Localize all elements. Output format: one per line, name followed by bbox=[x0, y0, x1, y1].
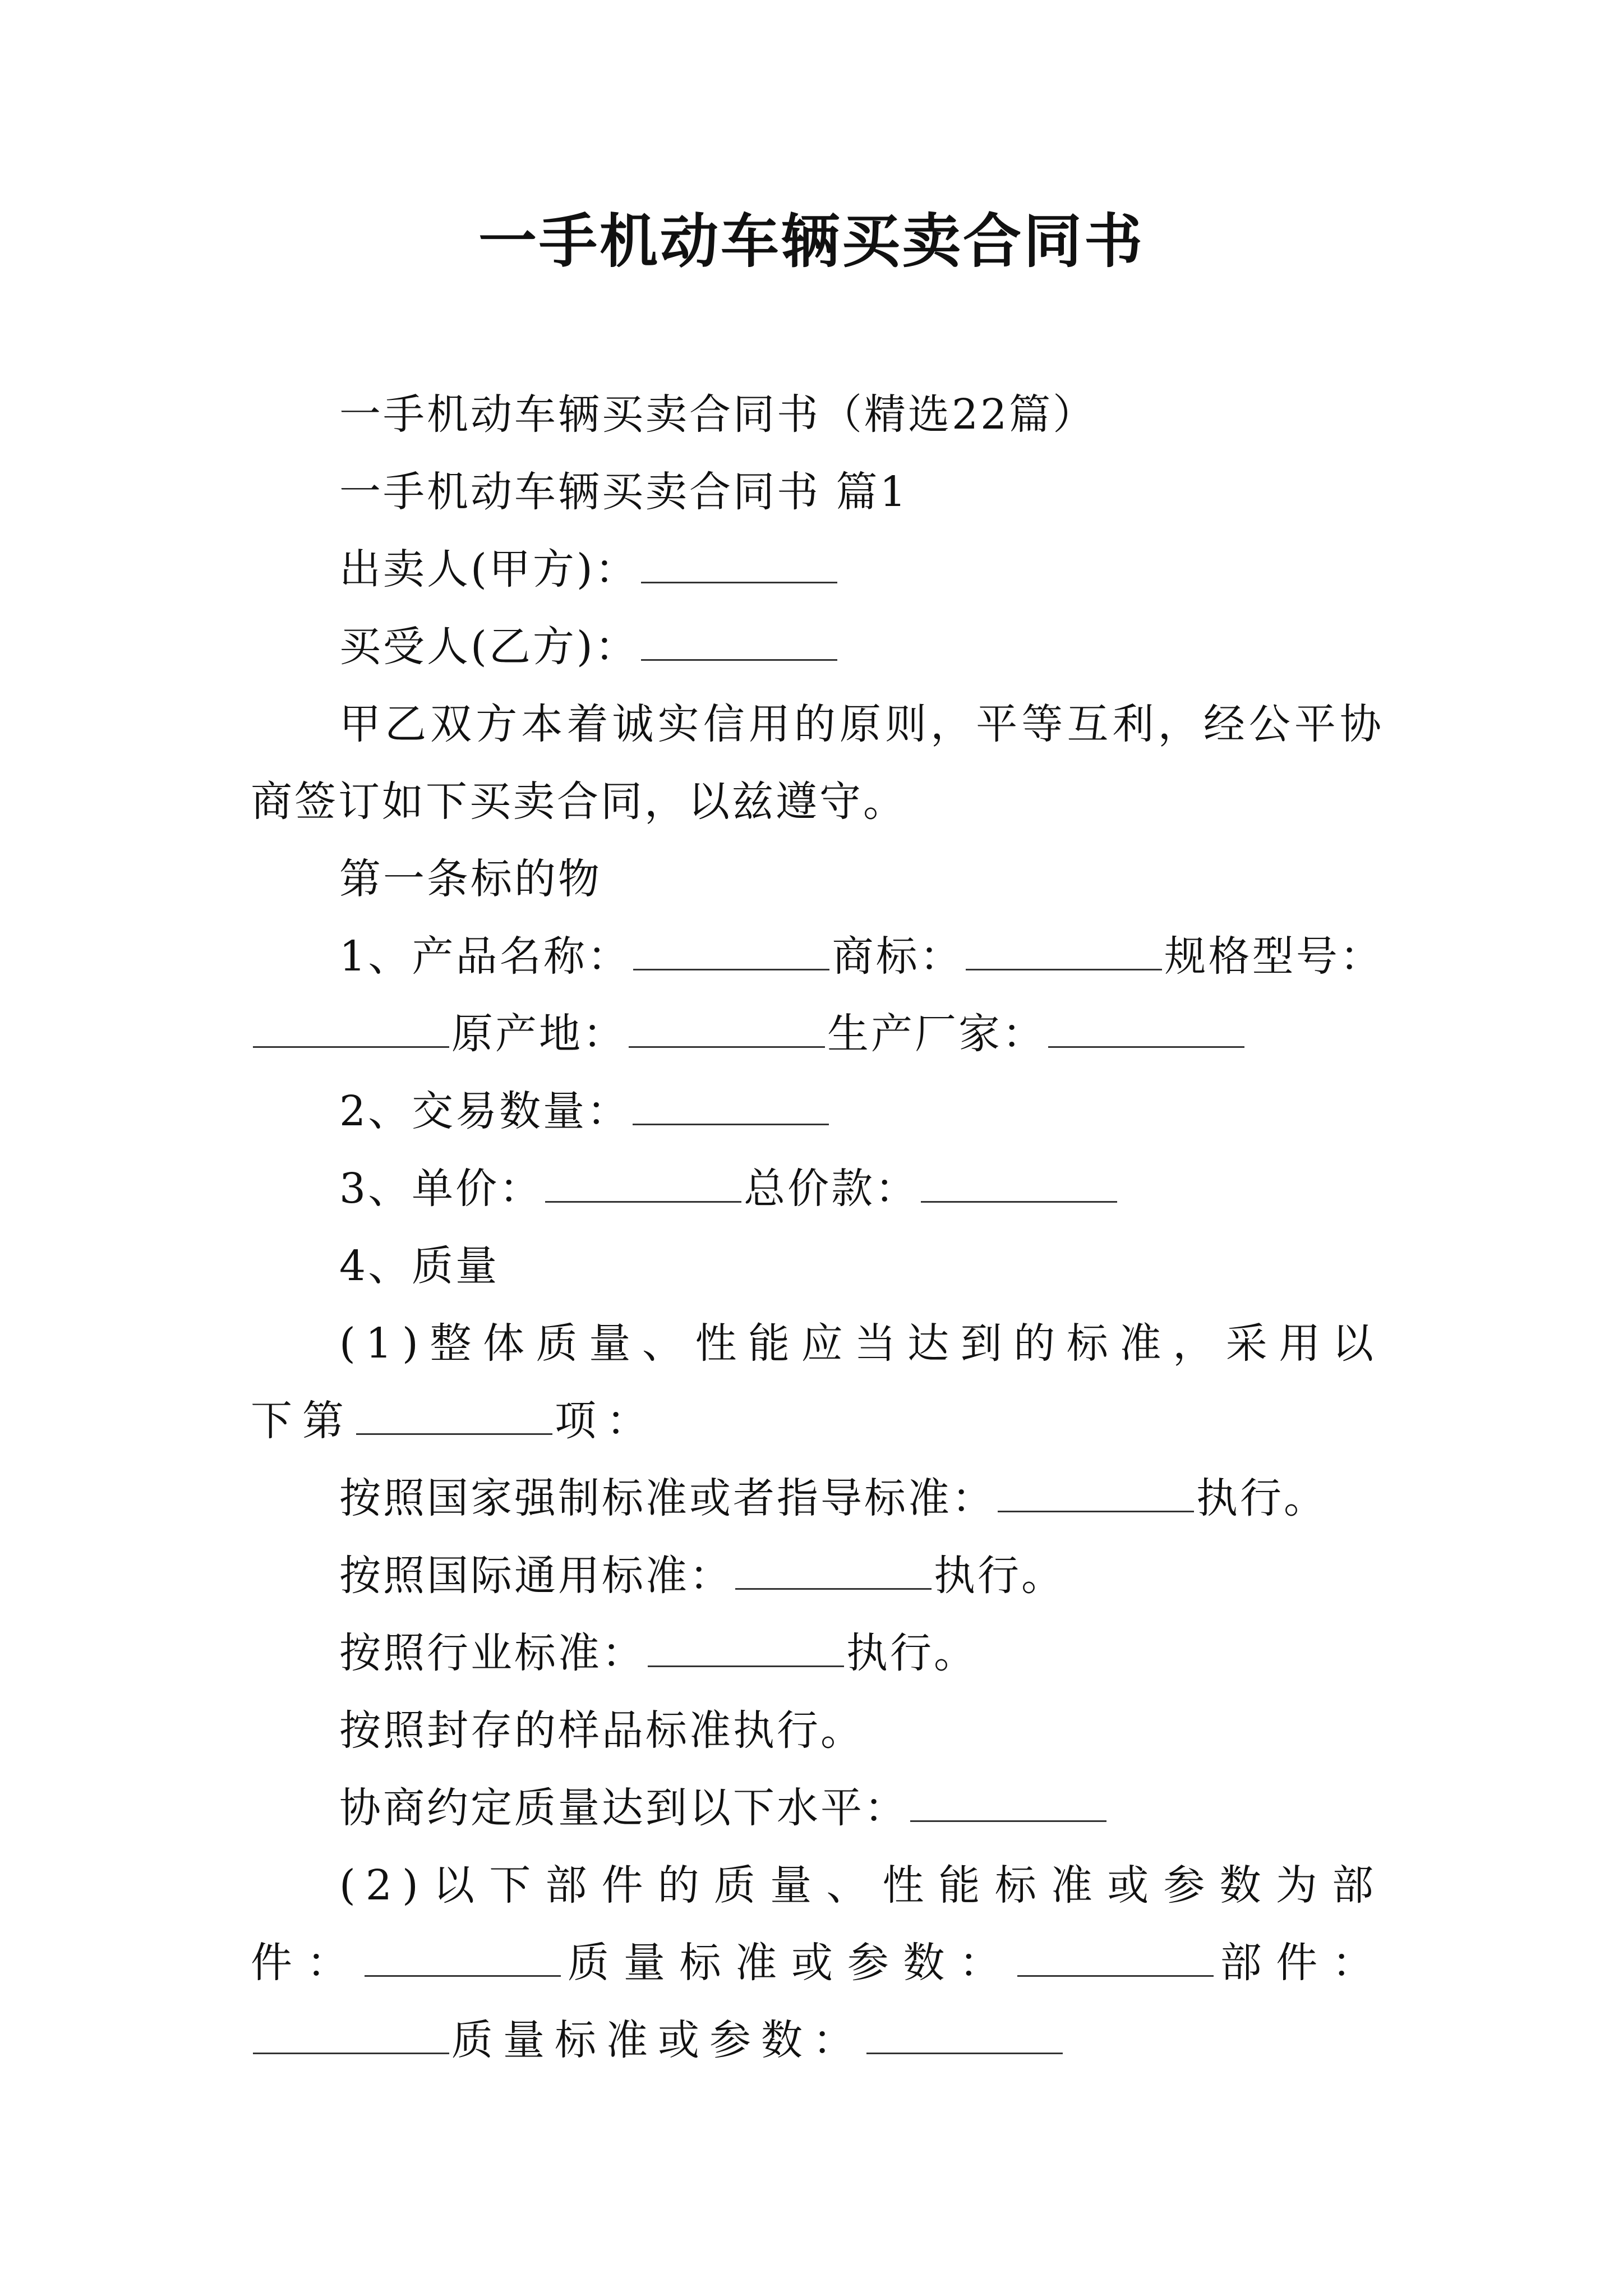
execute-label: 执行。 bbox=[1196, 1474, 1327, 1522]
component-standard-blank-field[interactable] bbox=[1017, 1934, 1214, 1977]
paragraph-text: 一手机动车辆买卖合同书（精选22篇） bbox=[339, 390, 1097, 439]
component-standard-label: 质量标准或参数： bbox=[563, 1939, 1015, 1987]
paragraph-quality-1 bbox=[251, 1305, 1384, 1460]
agreed-quality-label: 协商约定质量达到以下水平： bbox=[339, 1784, 908, 1832]
paragraph-quality-2 bbox=[251, 1847, 1384, 2079]
paragraph-text: 按照封存的样品标准执行。 bbox=[339, 1706, 864, 1755]
paragraph-subtitle bbox=[251, 376, 1384, 453]
paragraph-item-1 bbox=[251, 918, 1384, 1073]
document-body bbox=[251, 376, 1384, 2079]
national-standard-label: 按照国家强制标准或者指导标准： bbox=[339, 1474, 995, 1522]
agreed-quality-blank-field[interactable] bbox=[910, 1779, 1106, 1822]
model-blank-field[interactable] bbox=[253, 1005, 449, 1048]
manufacturer-blank-field[interactable] bbox=[1048, 1005, 1244, 1048]
component-blank-field[interactable] bbox=[365, 1934, 561, 1977]
unit-price-blank-field[interactable] bbox=[545, 1159, 741, 1203]
paragraph-international-standard bbox=[251, 1537, 1384, 1614]
document-title: 一手机动车辆买卖合同书 bbox=[478, 206, 1145, 275]
paragraph-article-1 bbox=[251, 840, 1384, 918]
industry-standard-blank-field[interactable] bbox=[648, 1624, 844, 1667]
product-name-label: 1、产品名称： bbox=[339, 932, 631, 981]
paragraph-item-3 bbox=[251, 1150, 1384, 1227]
unit-price-label: 3、单价： bbox=[339, 1165, 543, 1213]
origin-label: 原产地： bbox=[451, 1010, 626, 1058]
product-name-blank-field[interactable] bbox=[633, 927, 829, 970]
international-standard-blank-field[interactable] bbox=[735, 1547, 932, 1590]
execute-label: 执行。 bbox=[846, 1629, 978, 1677]
paragraph-text: 甲乙双方本着诚实信用的原则，平等互利，经公平协商签订如下买卖合同，以兹遵守。 bbox=[251, 700, 1384, 826]
quality-option-blank-field[interactable] bbox=[356, 1392, 552, 1435]
quantity-label: 2、交易数量： bbox=[339, 1087, 631, 1135]
paragraph-agreed-quality bbox=[251, 1769, 1384, 1847]
buyer-blank-field[interactable] bbox=[641, 618, 837, 661]
industry-standard-label: 按照行业标准： bbox=[339, 1629, 645, 1677]
origin-blank-field[interactable] bbox=[629, 1005, 825, 1048]
international-standard-label: 按照国际通用标准： bbox=[339, 1552, 733, 1600]
paragraph-sample-standard bbox=[251, 1692, 1384, 1769]
quality-item-label: 项： bbox=[555, 1397, 658, 1445]
paragraph-industry-standard bbox=[251, 1614, 1384, 1692]
paragraph-seller bbox=[251, 531, 1384, 608]
manufacturer-label: 生产厂家： bbox=[827, 1010, 1046, 1058]
national-standard-blank-field[interactable] bbox=[998, 1469, 1194, 1512]
seller-blank-field[interactable] bbox=[641, 540, 837, 583]
component-label: (2)以下部件的质量、性能标准或参数为部件： bbox=[251, 1861, 1384, 1987]
execute-label: 执行。 bbox=[934, 1552, 1065, 1600]
paragraph-section-heading bbox=[251, 453, 1384, 531]
buyer-label: 买受人(乙方)： bbox=[339, 623, 639, 671]
paragraph-text: 一手机动车辆买卖合同书 篇1 bbox=[339, 468, 909, 516]
paragraph-intro bbox=[251, 685, 1384, 840]
paragraph-buyer bbox=[251, 608, 1384, 685]
trademark-label: 商标： bbox=[832, 932, 964, 981]
component-2-label: 部件： bbox=[1215, 1939, 1384, 1987]
model-label: 规格型号： bbox=[1164, 932, 1384, 981]
total-price-label: 总价款： bbox=[744, 1165, 919, 1213]
component-2-standard-label: 质量标准或参数： bbox=[451, 2016, 864, 2064]
trademark-blank-field[interactable] bbox=[966, 927, 1162, 970]
paragraph-item-2 bbox=[251, 1073, 1384, 1150]
paragraph-item-4 bbox=[251, 1227, 1384, 1305]
paragraph-national-standard bbox=[251, 1460, 1384, 1537]
component-2-standard-blank-field[interactable] bbox=[866, 2011, 1063, 2054]
paragraph-text: 第一条标的物 bbox=[339, 855, 602, 903]
seller-label: 出卖人(甲方)： bbox=[339, 545, 639, 593]
quality-standard-label: (1)整体质量、性能应当达到的标准，采用以下第 bbox=[251, 1319, 1384, 1445]
quantity-blank-field[interactable] bbox=[633, 1082, 829, 1125]
total-price-blank-field[interactable] bbox=[921, 1159, 1117, 1203]
component-2-blank-field[interactable] bbox=[253, 2011, 449, 2054]
paragraph-text: 4、质量 bbox=[339, 1242, 500, 1290]
